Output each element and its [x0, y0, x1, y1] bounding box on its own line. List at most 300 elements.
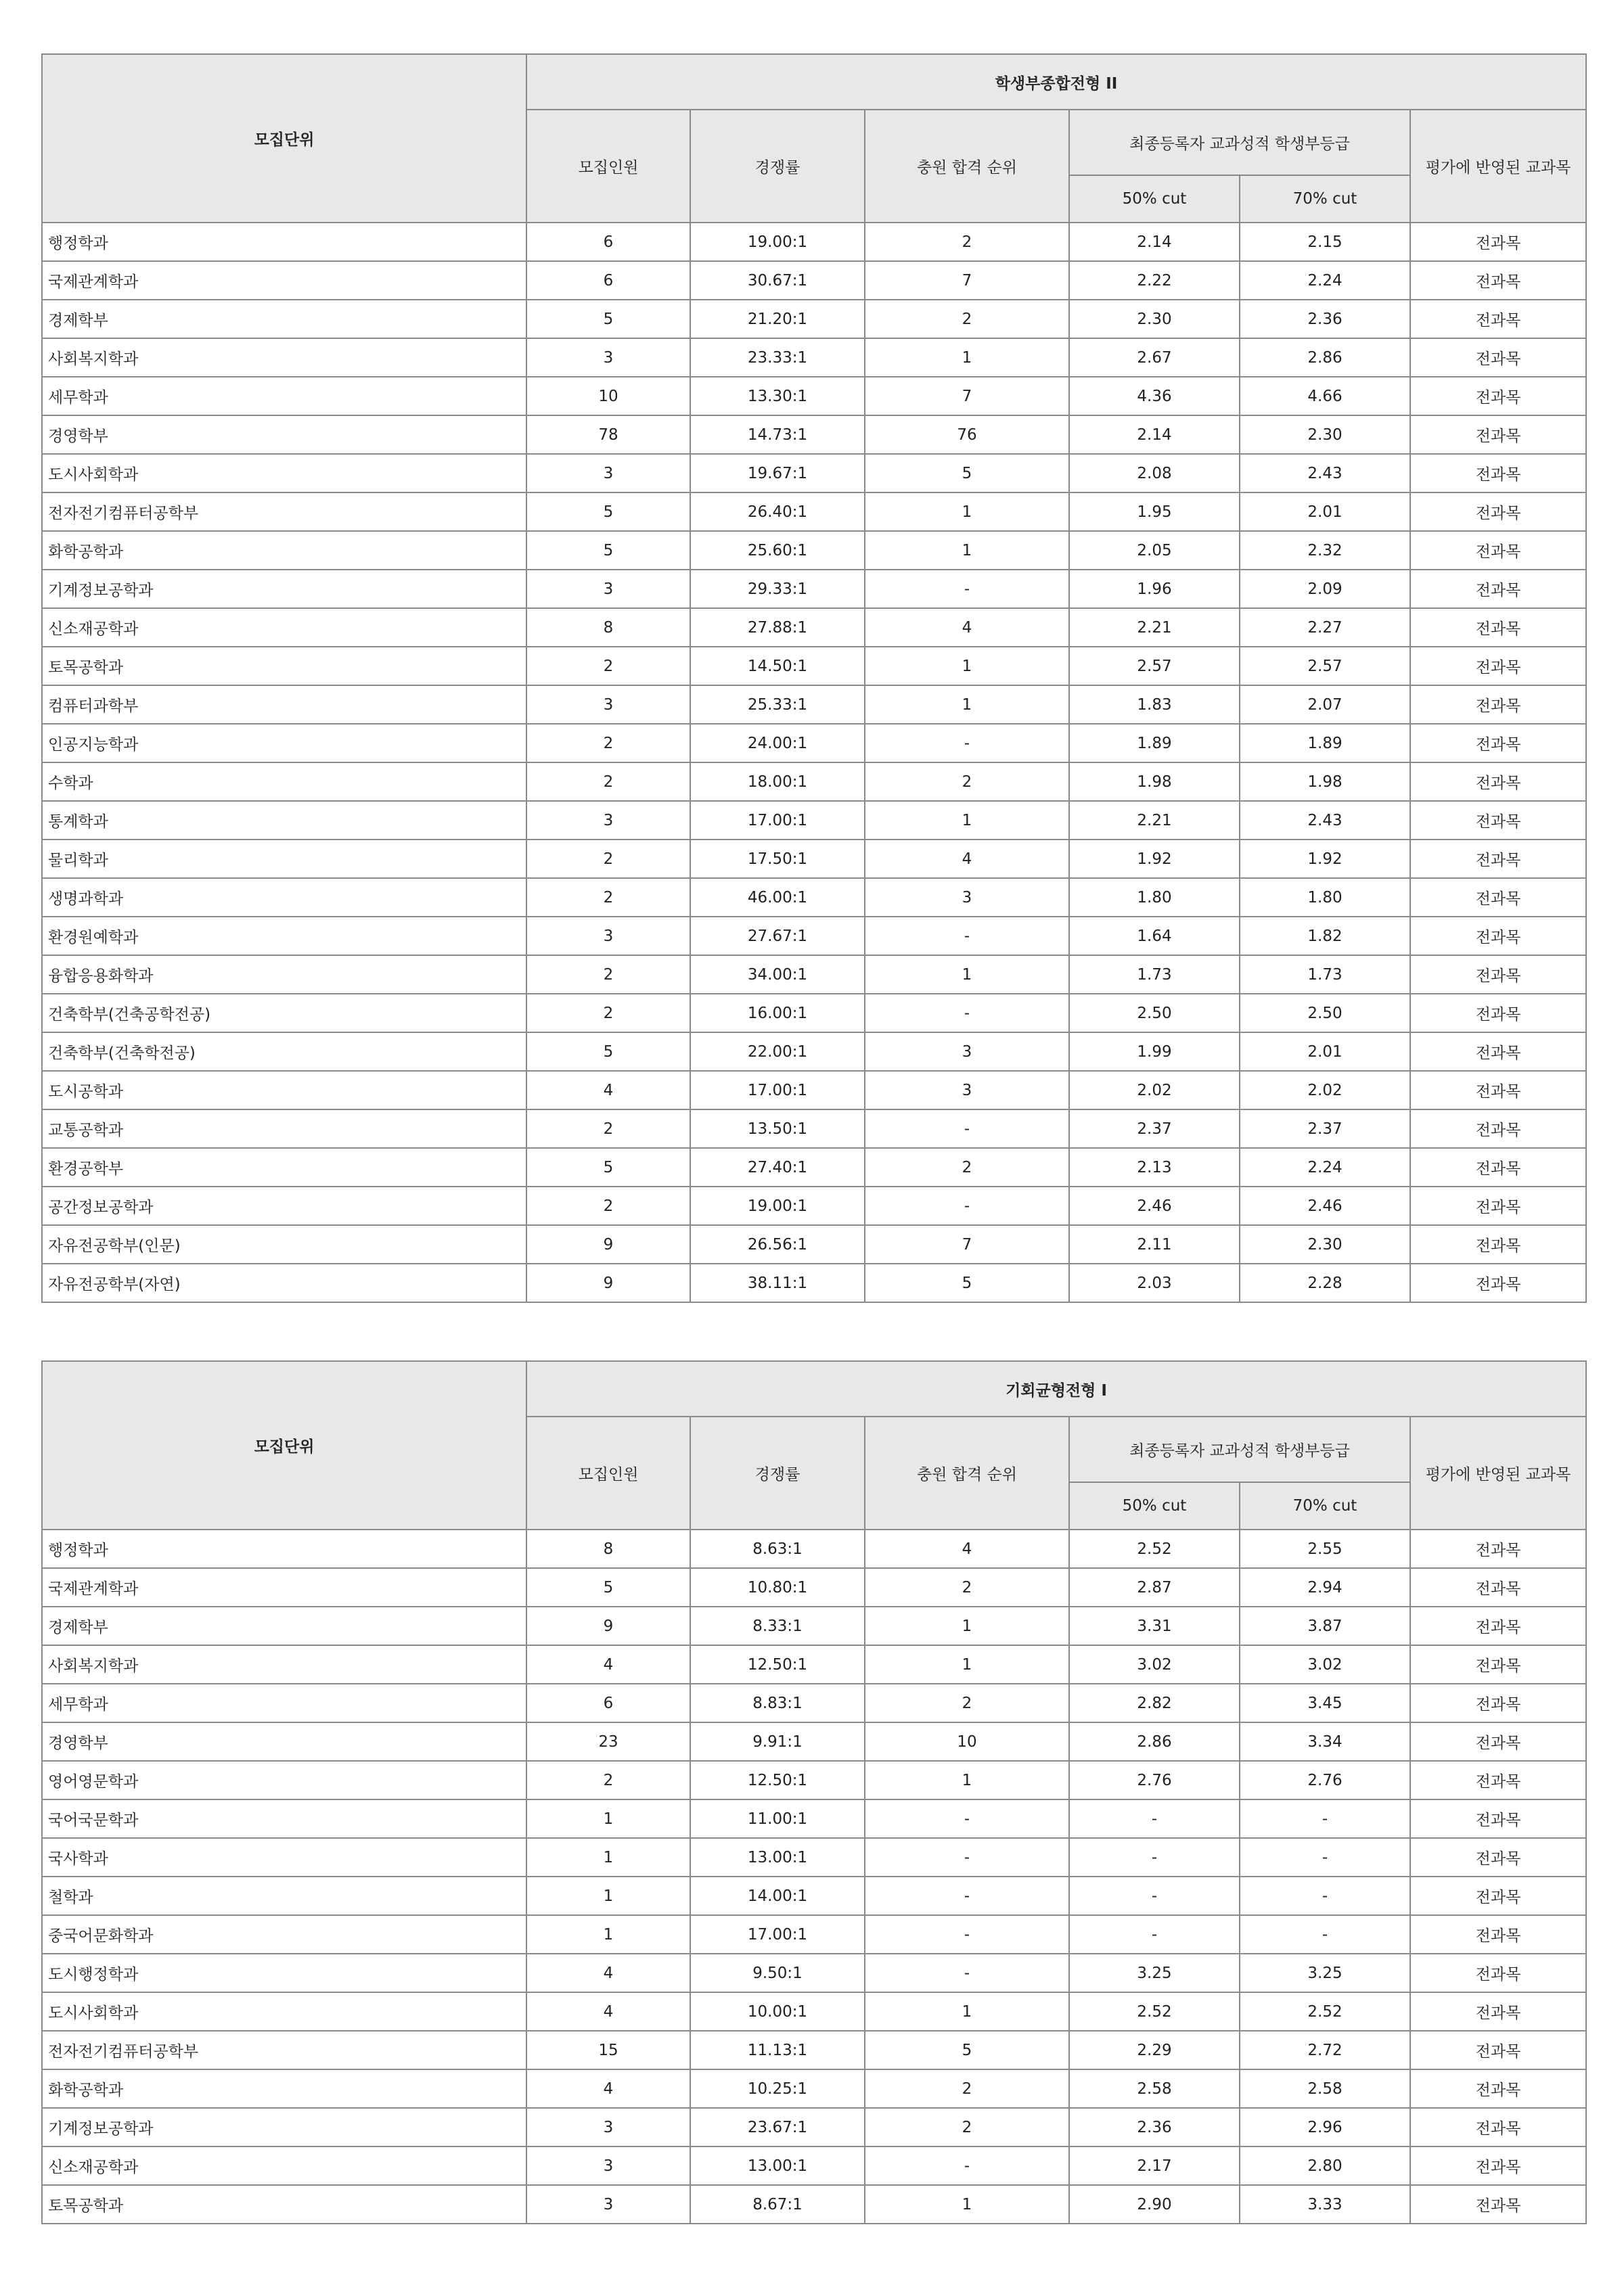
cell-cut50: 2.21	[1069, 801, 1240, 840]
cell-ratio: 12.50:1	[690, 1645, 865, 1684]
cell-subjects: 전과목	[1410, 261, 1586, 300]
table-row	[42, 1799, 1586, 1838]
cell-unit: 자유전공학부(인문)	[42, 1225, 526, 1264]
cell-subjects: 전과목	[1410, 1530, 1586, 1568]
cell-unit: 융합응용화학과	[42, 955, 526, 994]
table-row	[42, 2146, 1586, 2185]
cell-ratio: 13.00:1	[690, 2146, 865, 2185]
cell-unit: 세무학과	[42, 1684, 526, 1722]
cell-cut70: -	[1240, 1799, 1410, 1838]
header-cut70: 70% cut	[1240, 175, 1410, 223]
cell-quota: 3	[526, 338, 690, 377]
cell-rank: 4	[865, 1530, 1069, 1568]
cell-quota: 4	[526, 1954, 690, 1992]
cell-ratio: 19.67:1	[690, 454, 865, 492]
cell-cut50: 1.99	[1069, 1032, 1240, 1071]
cell-unit: 경영학부	[42, 1722, 526, 1761]
cell-cut70: 3.34	[1240, 1722, 1410, 1761]
cell-ratio: 9.50:1	[690, 1954, 865, 1992]
header-subjects: 평가에 반영된 교과목	[1410, 1417, 1586, 1530]
table-row	[42, 608, 1586, 647]
cell-unit: 인공지능학과	[42, 724, 526, 762]
cell-subjects: 전과목	[1410, 1761, 1586, 1799]
cell-unit: 생명과학과	[42, 878, 526, 917]
cell-cut70: 4.66	[1240, 377, 1410, 415]
cell-cut50: 1.83	[1069, 685, 1240, 724]
cell-rank: -	[865, 1838, 1069, 1877]
cell-subjects: 전과목	[1410, 531, 1586, 570]
cell-rank: 2	[865, 1684, 1069, 1722]
cell-cut70: 2.01	[1240, 1032, 1410, 1071]
header-ratio: 경쟁률	[690, 1417, 865, 1530]
cell-cut50: 2.46	[1069, 1187, 1240, 1225]
table-row	[42, 1225, 1586, 1264]
cell-subjects: 전과목	[1410, 1877, 1586, 1915]
cell-rank: -	[865, 917, 1069, 955]
cell-subjects: 전과목	[1410, 1148, 1586, 1187]
cell-cut70: 3.87	[1240, 1607, 1410, 1645]
table-body	[42, 223, 1586, 1302]
table-row	[42, 1148, 1586, 1187]
cell-cut70: 3.25	[1240, 1954, 1410, 1992]
cell-quota: 4	[526, 2069, 690, 2108]
cell-cut70: 2.32	[1240, 531, 1410, 570]
cell-subjects: 전과목	[1410, 1838, 1586, 1877]
table-row	[42, 492, 1586, 531]
cell-cut70: 2.01	[1240, 492, 1410, 531]
cell-rank: 2	[865, 300, 1069, 338]
cell-cut50: 2.57	[1069, 647, 1240, 685]
header-cut50: 50% cut	[1069, 175, 1240, 223]
cell-rank: 7	[865, 261, 1069, 300]
cell-cut70: 2.57	[1240, 647, 1410, 685]
cell-quota: 6	[526, 223, 690, 261]
cell-rank: 3	[865, 878, 1069, 917]
cell-cut50: 2.76	[1069, 1761, 1240, 1799]
cell-rank: 1	[865, 2185, 1069, 2224]
cell-rank: 2	[865, 2069, 1069, 2108]
cell-rank: -	[865, 1954, 1069, 1992]
header-rank: 충원 합격 순위	[865, 1417, 1069, 1530]
cell-cut70: 1.73	[1240, 955, 1410, 994]
cell-unit: 국어국문학과	[42, 1799, 526, 1838]
cell-cut50: 2.03	[1069, 1264, 1240, 1302]
cell-rank: 1	[865, 338, 1069, 377]
cell-unit: 국제관계학과	[42, 261, 526, 300]
cell-cut50: 2.37	[1069, 1109, 1240, 1148]
cell-quota: 2	[526, 1187, 690, 1225]
table-row	[42, 1568, 1586, 1607]
cell-cut70: 2.76	[1240, 1761, 1410, 1799]
cell-unit: 도시행정학과	[42, 1954, 526, 1992]
cell-ratio: 8.63:1	[690, 1530, 865, 1568]
table-row	[42, 1954, 1586, 1992]
cell-quota: 8	[526, 608, 690, 647]
cell-unit: 수학과	[42, 762, 526, 801]
cell-subjects: 전과목	[1410, 2069, 1586, 2108]
cell-subjects: 전과목	[1410, 685, 1586, 724]
cell-unit: 사회복지학과	[42, 1645, 526, 1684]
cell-cut70: 2.43	[1240, 801, 1410, 840]
cell-cut50: 2.14	[1069, 223, 1240, 261]
cell-cut50: 2.58	[1069, 2069, 1240, 2108]
cell-cut70: 2.24	[1240, 261, 1410, 300]
cell-unit: 경제학부	[42, 1607, 526, 1645]
cell-unit: 물리학과	[42, 840, 526, 878]
cell-ratio: 10.80:1	[690, 1568, 865, 1607]
cell-quota: 4	[526, 1645, 690, 1684]
table-title: 학생부종합전형 II	[526, 54, 1586, 110]
cell-rank: 5	[865, 454, 1069, 492]
table-row	[42, 377, 1586, 415]
cell-cut70: 2.30	[1240, 1225, 1410, 1264]
cell-unit: 행정학과	[42, 1530, 526, 1568]
table-row	[42, 1915, 1586, 1954]
cell-ratio: 23.33:1	[690, 338, 865, 377]
cell-unit: 화학공학과	[42, 2069, 526, 2108]
cell-subjects: 전과목	[1410, 338, 1586, 377]
cell-unit: 국사학과	[42, 1838, 526, 1877]
cell-cut70: 2.02	[1240, 1071, 1410, 1109]
cell-cut70: 2.09	[1240, 570, 1410, 608]
cell-rank: 1	[865, 801, 1069, 840]
cell-quota: 2	[526, 1761, 690, 1799]
cell-cut70: -	[1240, 1915, 1410, 1954]
cell-ratio: 17.00:1	[690, 1915, 865, 1954]
cell-cut50: 2.14	[1069, 415, 1240, 454]
cell-ratio: 14.50:1	[690, 647, 865, 685]
cell-subjects: 전과목	[1410, 1799, 1586, 1838]
cell-ratio: 14.00:1	[690, 1877, 865, 1915]
cell-quota: 5	[526, 531, 690, 570]
cell-subjects: 전과목	[1410, 1568, 1586, 1607]
cell-quota: 15	[526, 2031, 690, 2069]
cell-unit: 공간정보공학과	[42, 1187, 526, 1225]
table-row	[42, 685, 1586, 724]
cell-quota: 2	[526, 878, 690, 917]
cell-ratio: 34.00:1	[690, 955, 865, 994]
cell-ratio: 13.00:1	[690, 1838, 865, 1877]
cell-cut70: 2.55	[1240, 1530, 1410, 1568]
cell-unit: 자유전공학부(자연)	[42, 1264, 526, 1302]
cell-rank: 1	[865, 1992, 1069, 2031]
cell-quota: 3	[526, 2146, 690, 2185]
cell-quota: 6	[526, 261, 690, 300]
cell-cut50: 3.31	[1069, 1607, 1240, 1645]
table-row	[42, 454, 1586, 492]
cell-rank: -	[865, 724, 1069, 762]
table-row	[42, 2185, 1586, 2224]
cell-ratio: 25.33:1	[690, 685, 865, 724]
cell-cut70: 2.36	[1240, 300, 1410, 338]
cell-ratio: 14.73:1	[690, 415, 865, 454]
cell-unit: 전자전기컴퓨터공학부	[42, 492, 526, 531]
cell-subjects: 전과목	[1410, 377, 1586, 415]
cell-cut50: 2.52	[1069, 1992, 1240, 2031]
cell-unit: 전자전기컴퓨터공학부	[42, 2031, 526, 2069]
table-row	[42, 1530, 1586, 1568]
table-row	[42, 261, 1586, 300]
cell-rank: 1	[865, 1645, 1069, 1684]
header-quota: 모집인원	[526, 1417, 690, 1530]
cell-quota: 3	[526, 570, 690, 608]
cell-rank: 7	[865, 1225, 1069, 1264]
cell-unit: 경제학부	[42, 300, 526, 338]
cell-ratio: 38.11:1	[690, 1264, 865, 1302]
cell-subjects: 전과목	[1410, 917, 1586, 955]
cell-quota: 2	[526, 955, 690, 994]
table-row	[42, 1684, 1586, 1722]
cell-cut50: 2.22	[1069, 261, 1240, 300]
cell-unit: 도시공학과	[42, 1071, 526, 1109]
cell-subjects: 전과목	[1410, 415, 1586, 454]
cell-unit: 기계정보공학과	[42, 2108, 526, 2146]
cell-cut50: 1.98	[1069, 762, 1240, 801]
cell-cut70: 2.24	[1240, 1148, 1410, 1187]
cell-quota: 2	[526, 762, 690, 801]
cell-rank: 2	[865, 1568, 1069, 1607]
cell-subjects: 전과목	[1410, 647, 1586, 685]
cell-rank: 10	[865, 1722, 1069, 1761]
cell-cut70: 2.58	[1240, 2069, 1410, 2108]
cell-quota: 5	[526, 300, 690, 338]
cell-unit: 경영학부	[42, 415, 526, 454]
cell-quota: 9	[526, 1225, 690, 1264]
cell-ratio: 21.20:1	[690, 300, 865, 338]
cell-cut70: 1.80	[1240, 878, 1410, 917]
cell-cut70: 3.02	[1240, 1645, 1410, 1684]
cell-subjects: 전과목	[1410, 724, 1586, 762]
header-ratio: 경쟁률	[690, 110, 865, 223]
cell-unit: 통계학과	[42, 801, 526, 840]
cell-quota: 1	[526, 1838, 690, 1877]
cell-unit: 도시사회학과	[42, 454, 526, 492]
cell-cut50: 2.67	[1069, 338, 1240, 377]
cell-subjects: 전과목	[1410, 1645, 1586, 1684]
cell-unit: 기계정보공학과	[42, 570, 526, 608]
cell-quota: 23	[526, 1722, 690, 1761]
cell-subjects: 전과목	[1410, 1225, 1586, 1264]
cell-quota: 2	[526, 1109, 690, 1148]
cell-rank: 7	[865, 377, 1069, 415]
cell-ratio: 30.67:1	[690, 261, 865, 300]
cell-quota: 3	[526, 801, 690, 840]
cell-cut70: 2.46	[1240, 1187, 1410, 1225]
admission-table-2	[41, 1360, 1587, 2224]
cell-unit: 환경공학부	[42, 1148, 526, 1187]
cell-ratio: 11.13:1	[690, 2031, 865, 2069]
table-row	[42, 801, 1586, 840]
table-row	[42, 2069, 1586, 2108]
cell-quota: 2	[526, 647, 690, 685]
cell-subjects: 전과목	[1410, 1264, 1586, 1302]
cell-ratio: 13.30:1	[690, 377, 865, 415]
cell-quota: 1	[526, 1877, 690, 1915]
cell-subjects: 전과목	[1410, 570, 1586, 608]
cell-quota: 4	[526, 1071, 690, 1109]
cell-quota: 5	[526, 1148, 690, 1187]
cell-rank: -	[865, 1187, 1069, 1225]
cell-cut50: 2.17	[1069, 2146, 1240, 2185]
cell-unit: 컴퓨터과학부	[42, 685, 526, 724]
table-row	[42, 724, 1586, 762]
cell-cut70: 3.45	[1240, 1684, 1410, 1722]
cell-ratio: 8.67:1	[690, 2185, 865, 2224]
cell-ratio: 27.88:1	[690, 608, 865, 647]
cell-cut50: 2.02	[1069, 1071, 1240, 1109]
cell-ratio: 46.00:1	[690, 878, 865, 917]
cell-quota: 2	[526, 840, 690, 878]
cell-rank: 3	[865, 1071, 1069, 1109]
cell-ratio: 19.00:1	[690, 223, 865, 261]
cell-cut50: 1.96	[1069, 570, 1240, 608]
cell-unit: 건축학부(건축학전공)	[42, 1032, 526, 1071]
cell-rank: 5	[865, 1264, 1069, 1302]
cell-cut70: 2.07	[1240, 685, 1410, 724]
cell-cut70: 2.28	[1240, 1264, 1410, 1302]
cell-quota: 3	[526, 685, 690, 724]
cell-quota: 3	[526, 2185, 690, 2224]
cell-rank: 1	[865, 647, 1069, 685]
table-row	[42, 1761, 1586, 1799]
cell-ratio: 10.25:1	[690, 2069, 865, 2108]
cell-ratio: 24.00:1	[690, 724, 865, 762]
cell-ratio: 26.56:1	[690, 1225, 865, 1264]
cell-unit: 철학과	[42, 1877, 526, 1915]
cell-cut70: 2.72	[1240, 2031, 1410, 2069]
table-row	[42, 994, 1586, 1032]
cell-cut50: 1.73	[1069, 955, 1240, 994]
cell-subjects: 전과목	[1410, 1071, 1586, 1109]
cell-subjects: 전과목	[1410, 801, 1586, 840]
cell-ratio: 23.67:1	[690, 2108, 865, 2146]
cell-unit: 토목공학과	[42, 647, 526, 685]
cell-ratio: 8.83:1	[690, 1684, 865, 1722]
cell-rank: 76	[865, 415, 1069, 454]
cell-cut50: 2.36	[1069, 2108, 1240, 2146]
cell-ratio: 27.67:1	[690, 917, 865, 955]
cell-subjects: 전과목	[1410, 608, 1586, 647]
cell-ratio: 10.00:1	[690, 1992, 865, 2031]
cell-rank: 1	[865, 492, 1069, 531]
table-row	[42, 338, 1586, 377]
cell-cut50: 3.02	[1069, 1645, 1240, 1684]
cell-subjects: 전과목	[1410, 1032, 1586, 1071]
cell-cut50: 1.80	[1069, 878, 1240, 917]
cell-cut50: -	[1069, 1915, 1240, 1954]
cell-cut50: 2.11	[1069, 1225, 1240, 1264]
cell-subjects: 전과목	[1410, 1607, 1586, 1645]
cell-rank: -	[865, 570, 1069, 608]
table-row	[42, 1992, 1586, 2031]
cell-rank: 1	[865, 1761, 1069, 1799]
header-grade-group: 최종등록자 교과성적 학생부등급	[1069, 1417, 1410, 1482]
cell-unit: 사회복지학과	[42, 338, 526, 377]
cell-cut70: 1.98	[1240, 762, 1410, 801]
table-row	[42, 1607, 1586, 1645]
cell-cut70: 2.30	[1240, 415, 1410, 454]
cell-unit: 토목공학과	[42, 2185, 526, 2224]
table-row	[42, 647, 1586, 685]
cell-subjects: 전과목	[1410, 2031, 1586, 2069]
cell-rank: 2	[865, 762, 1069, 801]
cell-rank: 3	[865, 1032, 1069, 1071]
cell-cut70: 1.92	[1240, 840, 1410, 878]
cell-cut50: 2.87	[1069, 1568, 1240, 1607]
cell-cut50: 2.13	[1069, 1148, 1240, 1187]
cell-cut70: 2.96	[1240, 2108, 1410, 2146]
table-row	[42, 1877, 1586, 1915]
table-row	[42, 300, 1586, 338]
cell-subjects: 전과목	[1410, 1187, 1586, 1225]
table-title: 기회균형전형 I	[526, 1361, 1586, 1417]
cell-ratio: 26.40:1	[690, 492, 865, 531]
cell-cut50: -	[1069, 1877, 1240, 1915]
cell-cut50: 1.64	[1069, 917, 1240, 955]
cell-cut50: 3.25	[1069, 1954, 1240, 1992]
cell-ratio: 17.00:1	[690, 1071, 865, 1109]
table-row	[42, 1645, 1586, 1684]
cell-unit: 세무학과	[42, 377, 526, 415]
cell-quota: 78	[526, 415, 690, 454]
header-grade-group: 최종등록자 교과성적 학생부등급	[1069, 110, 1410, 175]
cell-cut50: 1.95	[1069, 492, 1240, 531]
cell-rank: -	[865, 1109, 1069, 1148]
cell-subjects: 전과목	[1410, 223, 1586, 261]
cell-cut50: 2.29	[1069, 2031, 1240, 2069]
header-rank: 충원 합격 순위	[865, 110, 1069, 223]
table-row	[42, 878, 1586, 917]
cell-cut50: 1.92	[1069, 840, 1240, 878]
cell-quota: 1	[526, 1799, 690, 1838]
cell-ratio: 29.33:1	[690, 570, 865, 608]
cell-cut70: 2.94	[1240, 1568, 1410, 1607]
cell-rank: 1	[865, 531, 1069, 570]
cell-rank: 4	[865, 608, 1069, 647]
cell-rank: 1	[865, 1607, 1069, 1645]
table-row	[42, 762, 1586, 801]
cell-cut70: 2.86	[1240, 338, 1410, 377]
cell-unit: 국제관계학과	[42, 1568, 526, 1607]
cell-quota: 3	[526, 454, 690, 492]
cell-ratio: 13.50:1	[690, 1109, 865, 1148]
cell-cut70: 1.89	[1240, 724, 1410, 762]
table-row	[42, 1838, 1586, 1877]
cell-cut70: 1.82	[1240, 917, 1410, 955]
cell-subjects: 전과목	[1410, 994, 1586, 1032]
cell-cut70: 2.52	[1240, 1992, 1410, 2031]
cell-subjects: 전과목	[1410, 2146, 1586, 2185]
cell-ratio: 9.91:1	[690, 1722, 865, 1761]
cell-rank: 1	[865, 685, 1069, 724]
table-row	[42, 955, 1586, 994]
header-cut50: 50% cut	[1069, 1482, 1240, 1530]
cell-unit: 건축학부(건축공학전공)	[42, 994, 526, 1032]
cell-ratio: 12.50:1	[690, 1761, 865, 1799]
cell-subjects: 전과목	[1410, 2185, 1586, 2224]
table-row	[42, 570, 1586, 608]
cell-cut70: 2.37	[1240, 1109, 1410, 1148]
cell-cut70: 2.50	[1240, 994, 1410, 1032]
cell-quota: 6	[526, 1684, 690, 1722]
cell-cut70: 2.80	[1240, 2146, 1410, 2185]
cell-unit: 행정학과	[42, 223, 526, 261]
cell-cut50: 2.90	[1069, 2185, 1240, 2224]
cell-rank: 2	[865, 223, 1069, 261]
cell-ratio: 22.00:1	[690, 1032, 865, 1071]
cell-cut70: 3.33	[1240, 2185, 1410, 2224]
cell-unit: 중국어문화학과	[42, 1915, 526, 1954]
